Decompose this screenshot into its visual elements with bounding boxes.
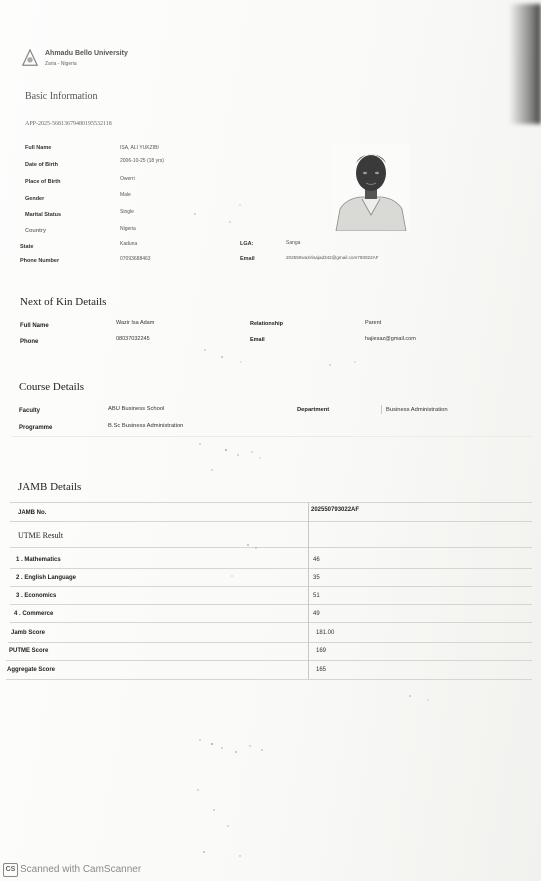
utme-result-label: UTME Result (18, 531, 64, 540)
course-details-title: Course Details (19, 381, 85, 393)
subject-1-score: 46 (313, 557, 320, 563)
camscanner-logo-icon: CS (3, 863, 18, 877)
programme-value: B.Sc Business Administration (108, 423, 184, 429)
relationship-value: Parent (365, 320, 382, 326)
subject-3-score: 51 (313, 593, 320, 599)
dob-label: Date of Birth (25, 162, 58, 168)
aggregate-score-value: 165 (316, 667, 327, 673)
department-value: Business Administration (386, 407, 448, 413)
university-location: Zaria - Nigeria (45, 61, 77, 67)
marital-status-value: Single (120, 209, 134, 215)
jamb-score-label: Jamb Score (11, 630, 46, 636)
kin-email-value: hajiesaz@gmail.com (365, 336, 416, 342)
full-name-label: Full Name (25, 145, 52, 151)
lga-value: Sanga (286, 240, 301, 246)
subject-2-score: 35 (313, 575, 320, 581)
jamb-details-title: JAMB Details (18, 481, 82, 493)
basic-email-value: 202550wazirisajad342@gmail.com793022AF (286, 255, 379, 260)
putme-score-label: PUTME Score (9, 648, 49, 654)
jamb-rule-2 (10, 547, 532, 548)
full-name-value: ISA, ALI YUKZIBI (120, 145, 159, 151)
course-rule (12, 436, 532, 437)
jamb-no-label: JAMB No. (18, 510, 47, 516)
faculty-value: ABU Business School (108, 406, 165, 412)
camscanner-watermark: Scanned with CamScanner (20, 864, 142, 875)
aggregate-score-label: Aggregate Score (7, 667, 56, 673)
faculty-label: Faculty (19, 408, 41, 414)
kin-phone-label: Phone (20, 339, 39, 345)
gender-value: Male (120, 192, 131, 198)
place-of-birth-value: Owerri (120, 176, 135, 182)
gender-label: Gender (25, 196, 45, 202)
subject-1-label: 1 . Mathematics (16, 557, 61, 563)
department-label: Department (297, 407, 330, 413)
basic-email-label: Email (240, 256, 255, 262)
phone-number-label: Phone Number (20, 258, 60, 264)
jamb-rule-9 (6, 679, 532, 680)
jamb-no-value: 202550793022AF (311, 507, 360, 513)
kin-full-name-value: Wazir Isa Adam (116, 320, 155, 326)
place-of-birth-label: Place of Birth (25, 179, 61, 185)
lga-label: LGA: (240, 241, 254, 247)
university-logo-icon (21, 49, 39, 67)
university-name: Ahmadu Bello University (45, 50, 128, 57)
scan-edge-shadow (509, 4, 541, 124)
jamb-score-value: 181.00 (316, 630, 335, 636)
jamb-rule-6 (10, 622, 532, 623)
jamb-column-divider (308, 503, 309, 679)
marital-status-label: Marital Status (25, 212, 62, 218)
relationship-label: Relationship (250, 321, 284, 327)
kin-phone-value: 08037032245 (116, 336, 150, 342)
passport-photo (332, 143, 410, 231)
department-divider (381, 405, 382, 414)
putme-score-value: 169 (316, 648, 327, 654)
jamb-rule-4 (10, 586, 532, 587)
country-value: Nigeria (120, 226, 136, 232)
subject-4-label: 4 . Commerce (14, 611, 54, 617)
jamb-rule-5 (10, 604, 532, 605)
jamb-rule-1 (10, 521, 532, 522)
jamb-rule-8 (6, 660, 532, 661)
state-label: State (20, 244, 34, 250)
basic-info-title: Basic Information (25, 91, 98, 102)
kin-email-label: Email (250, 337, 265, 343)
jamb-rule-3 (10, 568, 532, 569)
subject-2-label: 2 . English Language (16, 575, 77, 581)
next-of-kin-title: Next of Kin Details (20, 296, 107, 308)
dob-value: 2006-10-25 (18 yrs) (120, 158, 164, 164)
state-value: Kaduna (120, 241, 138, 247)
phone-number-value: 07093688463 (120, 256, 151, 262)
application-number: APP-2025-56813679480195532118 (25, 121, 112, 127)
jamb-top-rule (10, 502, 532, 503)
country-label: Country (25, 228, 47, 234)
subject-3-label: 3 . Economics (16, 593, 57, 599)
subject-4-score: 49 (313, 611, 320, 617)
kin-full-name-label: Full Name (20, 323, 49, 329)
programme-label: Programme (19, 425, 53, 431)
jamb-rule-7 (8, 642, 532, 643)
